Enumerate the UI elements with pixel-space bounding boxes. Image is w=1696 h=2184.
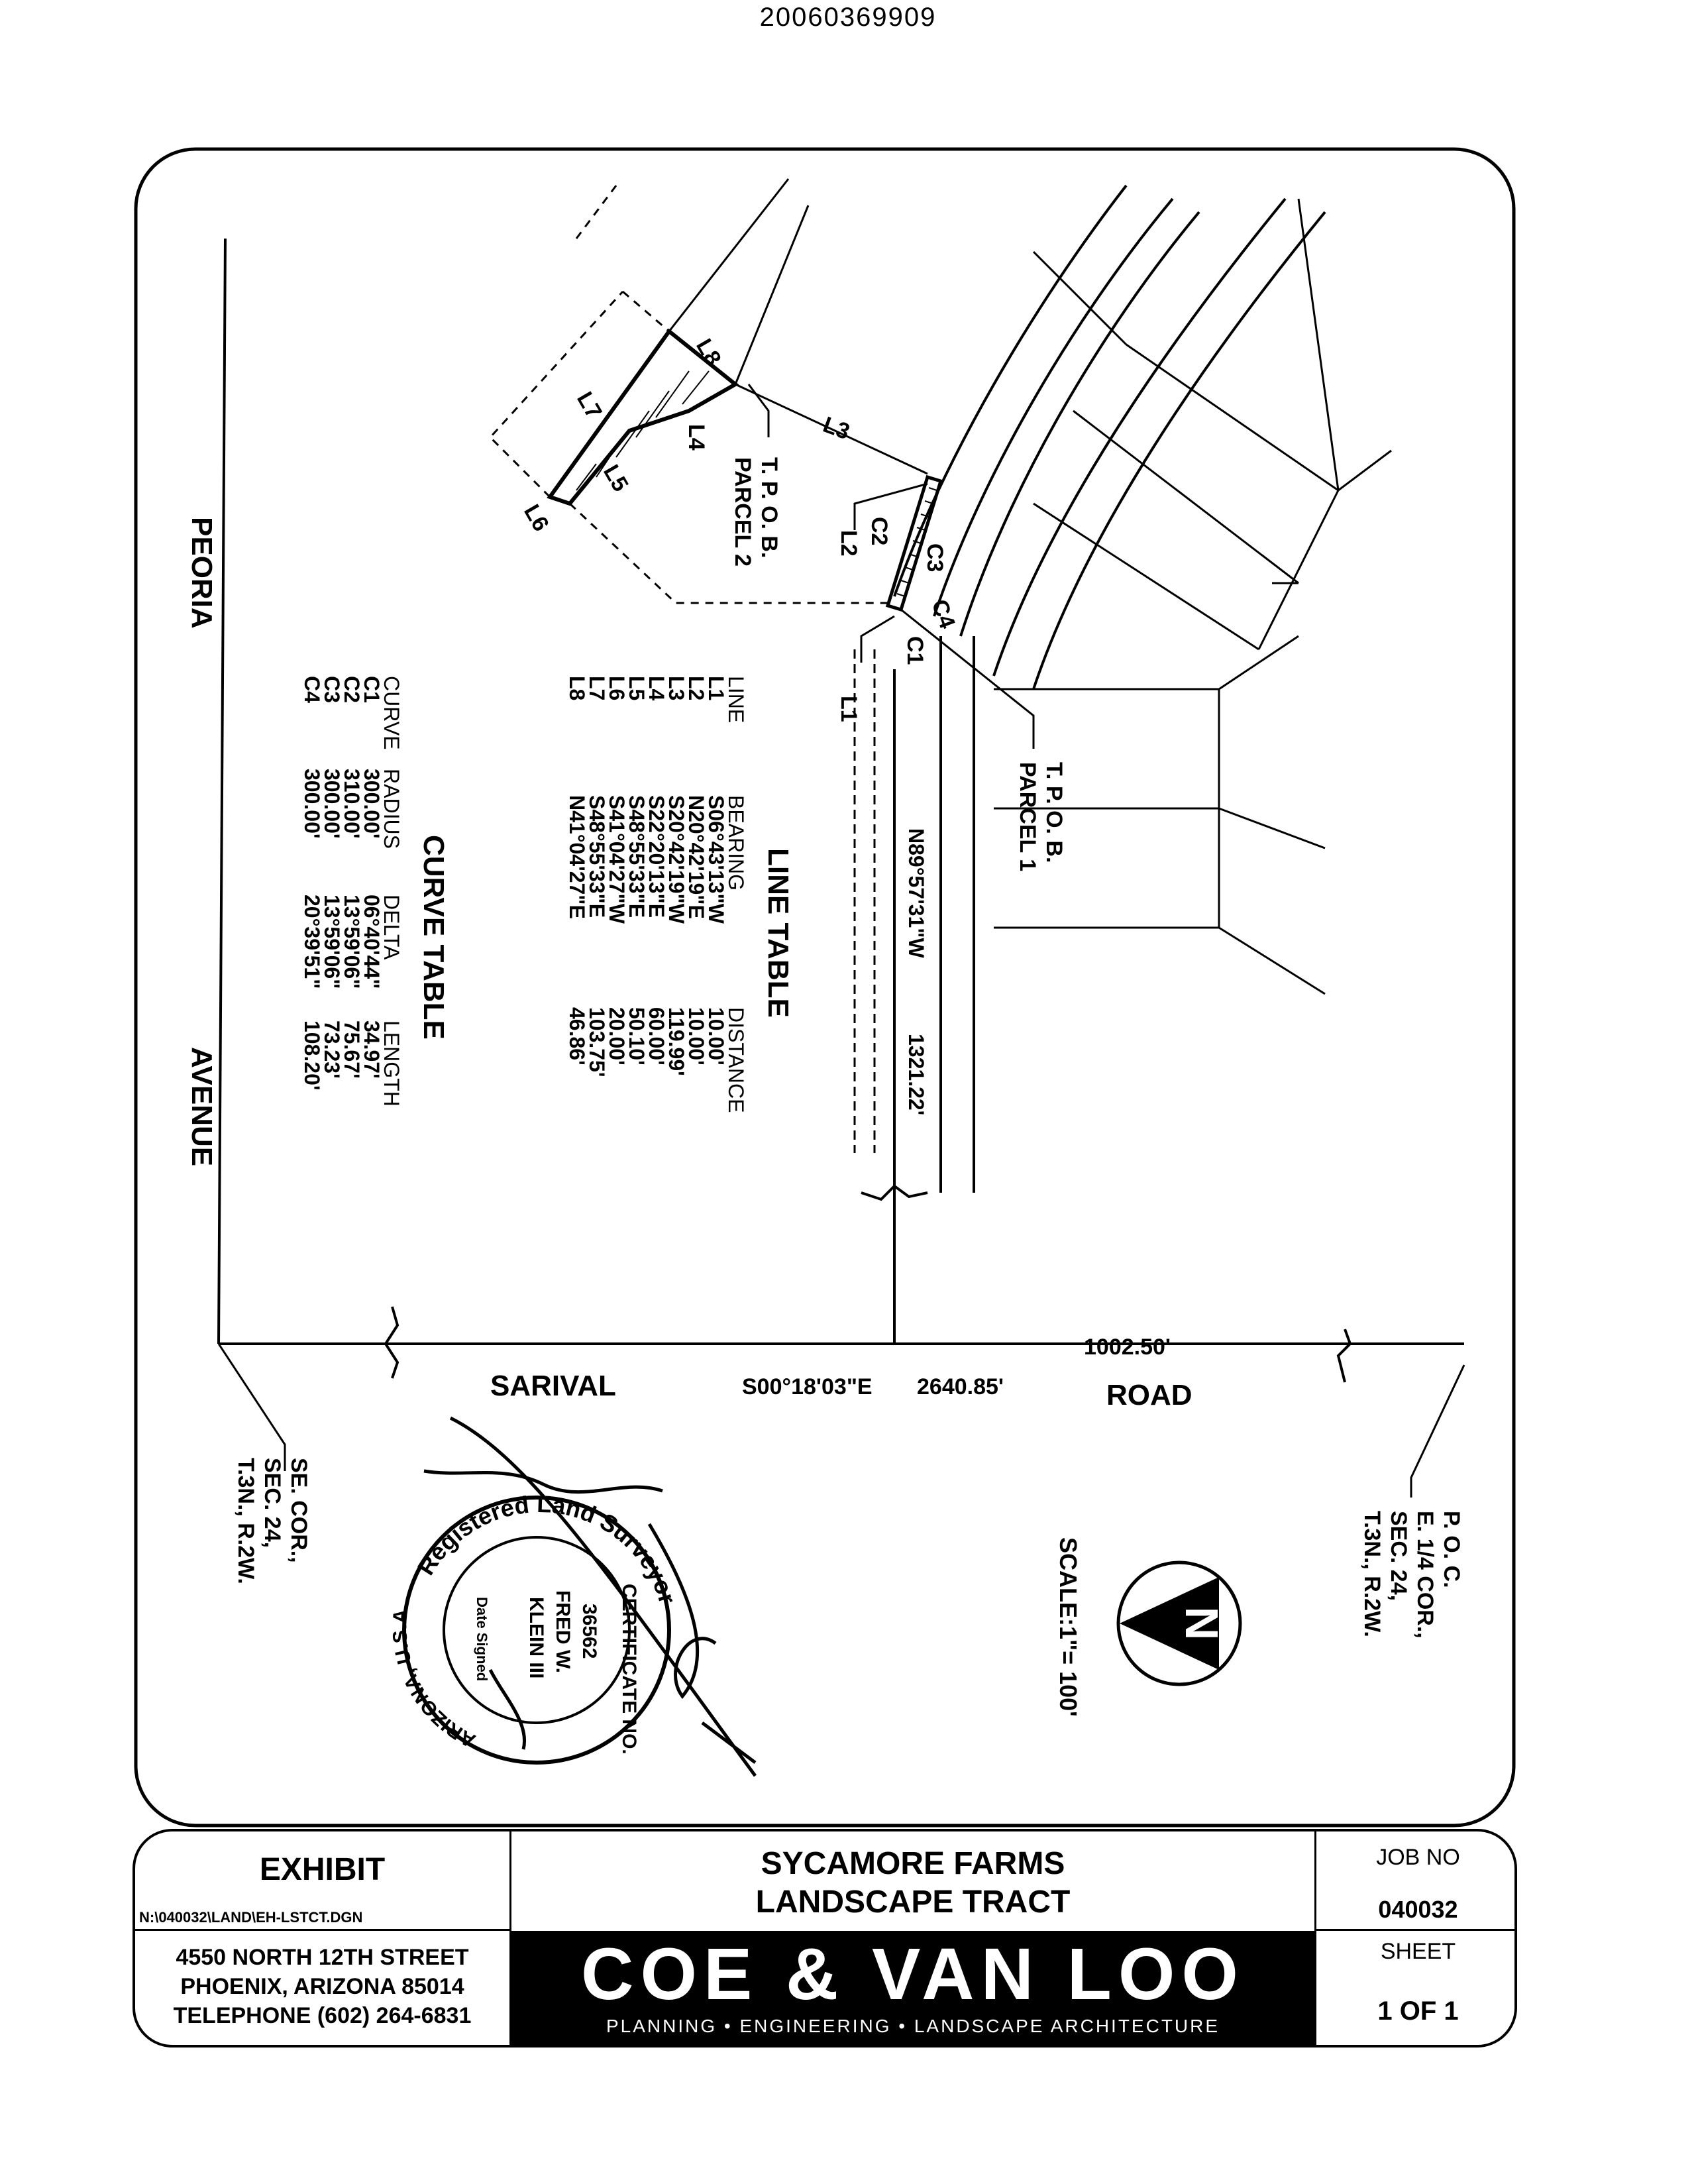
line_table-cell: N20°42'19"E [684, 795, 708, 919]
tpob-parcel1-line2: PARCEL 1 [1015, 762, 1040, 872]
firm-tagline: PLANNING • ENGINEERING • LANDSCAPE ARCHITECTURE [606, 2016, 1220, 2036]
line_table-cell: S41°04'27"W [605, 795, 629, 924]
curve_table-cell: 34.97' [360, 1020, 384, 1079]
surveyor-seal [389, 1418, 755, 1776]
curve_table-cell: C4 [300, 676, 324, 703]
curve_table-cell: C2 [340, 676, 364, 703]
curve_table-cell: C1 [360, 676, 384, 703]
job-number: 040032 [1378, 1896, 1458, 1923]
line_table-cell: L1 [704, 676, 728, 701]
sheet-label: SHEET [1380, 1939, 1456, 1964]
break-symbol-right [1338, 1329, 1350, 1382]
curved-road-outer [961, 212, 1199, 636]
tpob-parcel2-line2: PARCEL 2 [730, 457, 755, 567]
line_table-cell: S48°55'33"E [625, 795, 649, 918]
curve_table-cell: 73.23' [320, 1020, 344, 1079]
curve-table-header-radius: RADIUS [380, 769, 403, 849]
curved-road-inner [894, 186, 1126, 596]
north-bearing: N89°57'31"W [904, 828, 928, 958]
exhibit-cell [135, 1831, 509, 1931]
sheet-cell [1316, 1931, 1517, 2048]
line-table-header-distance: DISTANCE [724, 1007, 748, 1113]
label-l5: L5 [598, 461, 633, 496]
line_table-cell: N41°04'27"E [565, 795, 589, 919]
curve_table-cell: 108.20' [300, 1020, 324, 1091]
svg-text:Registered Land Surveyor: Registered Land Surveyor [411, 1490, 682, 1607]
line_table-cell: 10.00' [704, 1007, 728, 1065]
line_table-cell: 50.10' [625, 1007, 649, 1065]
line_table-cell: L8 [565, 676, 589, 701]
project-title: SYCAMORE FARMS LANDSCAPE TRACT [755, 1846, 1071, 1920]
address-line-3: TELEPHONE (602) 264-6831 [173, 2003, 472, 2028]
line_table-cell: S06°43'13"W [704, 795, 728, 924]
svg-text:FRED W.: FRED W. [552, 1590, 574, 1673]
north-arrow-icon [1118, 1562, 1240, 1684]
line_table-cell: L5 [625, 676, 649, 701]
svg-text:E. 1/4 COR.,: E. 1/4 COR., [1412, 1511, 1438, 1639]
curve_table-cell: 13°59'06" [340, 895, 364, 989]
curve_table-cell: 310.00' [340, 769, 364, 839]
street-sarival: SARIVAL [490, 1370, 616, 1402]
svg-text:SEC. 24,: SEC. 24, [260, 1458, 285, 1549]
peoria-avenue-line [219, 239, 225, 1344]
curve-table-header-delta: DELTA [380, 895, 403, 960]
signature-mark [424, 1418, 755, 1776]
sheet-number: 1 OF 1 [1377, 1996, 1459, 2026]
svg-text:SEC. 24,: SEC. 24, [1386, 1511, 1411, 1602]
curve_table-cell: C3 [320, 676, 344, 703]
curve-table [300, 676, 450, 1107]
curve_table-cell: 13°59'06" [320, 895, 344, 989]
line_table-cell: L6 [605, 676, 629, 701]
svg-text:T.3N., R.2W.: T.3N., R.2W. [233, 1458, 258, 1584]
address-cell [135, 1931, 509, 2048]
curve_table-cell: 20°39'51" [300, 895, 324, 989]
address-line-1: 4550 NORTH 12TH STREET [176, 1945, 469, 1970]
line-table [565, 676, 794, 1113]
line_table-cell: S22°20'13"E [645, 795, 668, 918]
label-l6: L6 [519, 500, 554, 536]
curve-table-header-curve: CURVE [380, 676, 403, 750]
document-number: 20060369909 [759, 3, 937, 32]
line_table-cell: L7 [585, 676, 609, 701]
svg-text:N: N [1176, 1606, 1228, 1641]
line_table-cell: S20°42'19"W [664, 795, 688, 924]
line_table-cell: 60.00' [645, 1007, 668, 1065]
svg-text:T.3N., R.2W.: T.3N., R.2W. [1359, 1511, 1385, 1637]
street-road: ROAD [1106, 1379, 1192, 1411]
label-c4: C4 [926, 596, 961, 632]
curved-road-edge [994, 199, 1285, 676]
curve_table-cell: 300.00' [360, 769, 384, 839]
firm-name: COE & VAN LOO [581, 1934, 1245, 2015]
street-avenue: AVENUE [186, 1047, 218, 1167]
line_table-cell: 10.00' [684, 1007, 708, 1065]
street-peoria: PEORIA [186, 517, 218, 629]
line-table-header-line: LINE [724, 676, 748, 724]
job-label: JOB NO [1376, 1845, 1460, 1870]
section-bearing: S00°18'03"E [742, 1374, 873, 1399]
line-table-title: LINE TABLE [762, 848, 794, 1018]
curve_table-cell: 06°40'44" [360, 895, 384, 989]
svg-text:KLEIN III: KLEIN III [525, 1597, 547, 1679]
title-block [132, 1829, 1517, 2048]
svg-text:P. O. C.: P. O. C. [1439, 1511, 1464, 1588]
line_table-cell: 103.75' [585, 1007, 609, 1077]
exhibit-label: EXHIBIT [259, 1852, 386, 1887]
poc-label [1359, 1511, 1464, 1639]
section-distance: 2640.85' [917, 1374, 1004, 1399]
label-l2: L2 [836, 530, 861, 557]
line_table-cell: 20.00' [605, 1007, 629, 1065]
label-l1: L1 [836, 696, 861, 722]
tpob-parcel2-line1: T. P. O. B. [757, 457, 782, 559]
curve_table-cell: 300.00' [300, 769, 324, 839]
label-l3: L3 [820, 411, 853, 445]
svg-text:Date Signed: Date Signed [474, 1597, 490, 1682]
file-path: N:\040032\LAND\EH-LSTCT.DGN [139, 1909, 363, 1926]
job-cell [1316, 1831, 1517, 1931]
tpob-parcel1-line1: T. P. O. B. [1041, 762, 1067, 863]
curve_table-cell: 75.67' [340, 1020, 364, 1079]
address-line-2: PHOENIX, ARIZONA 85014 [180, 1974, 464, 1999]
svg-text:ARIZONA, U.S.A.: ARIZONA, U.S.A. [389, 1601, 480, 1752]
label-c2: C2 [867, 517, 892, 546]
curve-table-title: CURVE TABLE [417, 835, 450, 1040]
label-l8: L8 [691, 335, 726, 370]
north-distance: 1321.22' [904, 1034, 928, 1116]
label-l4: L4 [684, 424, 709, 451]
line_table-cell: L3 [664, 676, 688, 701]
line_table-cell: S48°55'33"E [585, 795, 609, 918]
line_table-cell: L2 [684, 676, 708, 701]
svg-text:CERTIFICATE NO.: CERTIFICATE NO. [618, 1584, 640, 1755]
line_table-cell: 46.86' [565, 1007, 589, 1065]
label-c1: C1 [902, 636, 928, 665]
poc-distance: 1002.50' [1084, 1335, 1171, 1360]
svg-text:SE. COR.,: SE. COR., [286, 1458, 311, 1563]
label-l7: L7 [572, 388, 607, 423]
curve-table-header-length: LENGTH [380, 1020, 403, 1107]
firm-banner [511, 1931, 1314, 2048]
se-cor-label [233, 1458, 311, 1584]
curve_table-cell: 300.00' [320, 769, 344, 839]
scale-label: SCALE:1"= 100' [1055, 1537, 1082, 1717]
label-c3: C3 [922, 543, 947, 573]
line_table-cell: L4 [645, 676, 668, 701]
curved-road-mid [934, 199, 1173, 616]
line-table-header-bearing: BEARING [724, 795, 748, 891]
line_table-cell: 119.99' [664, 1007, 688, 1076]
svg-text:36562: 36562 [578, 1604, 600, 1659]
